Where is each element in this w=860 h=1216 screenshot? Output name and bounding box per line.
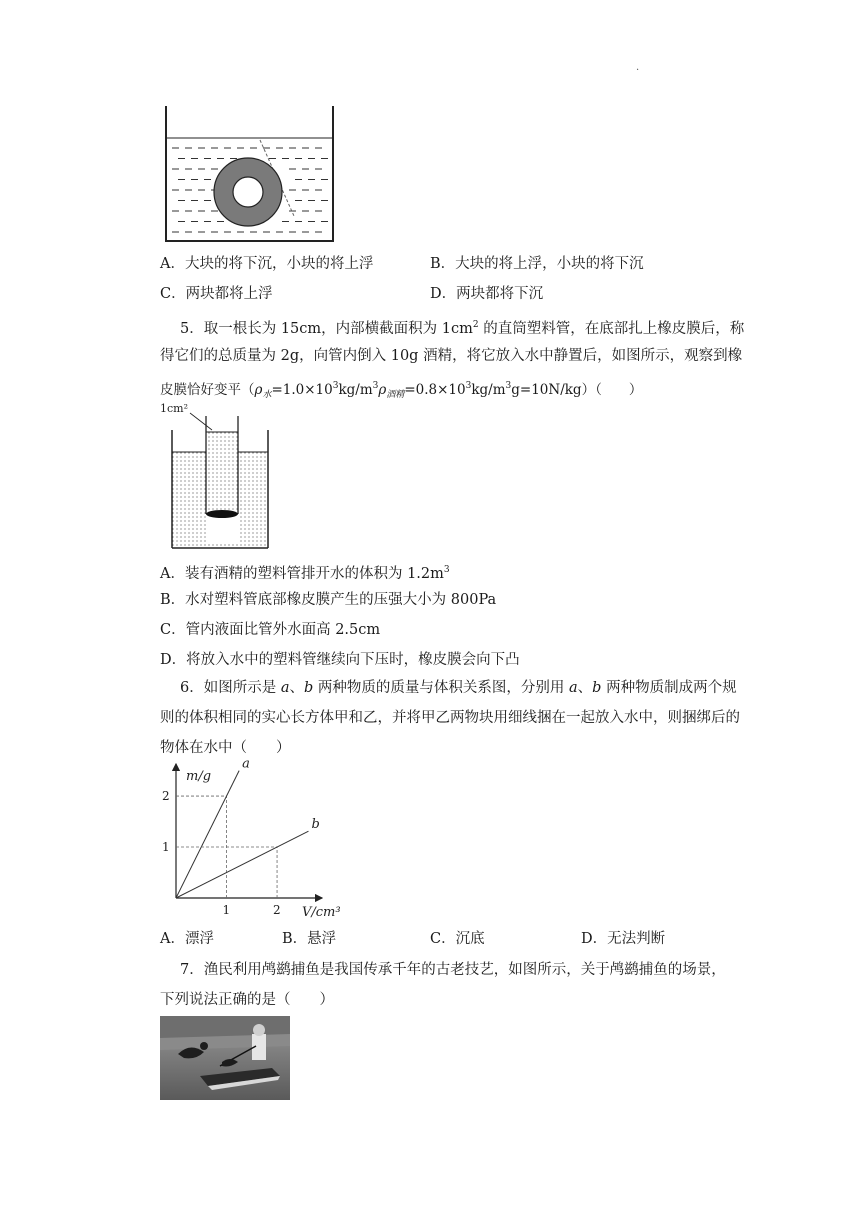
x-tick-label-1: 1 xyxy=(222,903,231,917)
y-tick-label-2: 2 xyxy=(162,789,170,804)
q5-stem-line-1: 5．取一根长为 15cm，内部横截面积为 $1cm^2$ 的直筒塑料管，在底部扎上橡皮膜后，称 xyxy=(180,320,745,337)
series-line-a xyxy=(176,771,239,898)
x-tick-label-2: 2 xyxy=(273,903,281,917)
q7-stem-line-1: 7．渔民利用鸬鹚捕鱼是我国传承千年的古老技艺，如图所示，关于鸬鹚捕鱼的场景， xyxy=(180,962,726,978)
q4-option-a: A．大块的将下沉，小块的将上浮 xyxy=(160,256,374,272)
q5-option-d: D．将放入水中的塑料管继续向下压时，橡皮膜会向下凸 xyxy=(160,652,520,668)
q6-option-d: D．无法判断 xyxy=(581,931,666,947)
q5-figure xyxy=(160,400,280,552)
q6-stem-line-1: 6．如图所示是 a、b 两种物质的质量与体积关系图，分别用 a、b 两种物质制成两个规 xyxy=(180,680,737,696)
q6-stem-line-3: 物体在水中（ ） xyxy=(160,740,291,756)
q5-option-c: C．管内液面比管外水面高 2.5cm xyxy=(160,622,381,638)
q5-option-a: A．装有酒精的塑料管排开水的体积为 $1.2m^3$ xyxy=(160,565,450,582)
series-line-b xyxy=(176,831,308,898)
corner-mark: . xyxy=(636,62,640,73)
series-label-a: a xyxy=(242,758,250,772)
q5-figure-label: 1cm² xyxy=(160,402,188,415)
q6-option-b: B．悬浮 xyxy=(282,931,337,947)
q7-stem-line-2: 下列说法正确的是（ ） xyxy=(160,992,334,1008)
q4-option-d: D．两块都将下沉 xyxy=(430,286,544,302)
q6-chart xyxy=(150,758,350,923)
q4-option-b: B．大块的将上浮，小块的将下沉 xyxy=(430,256,644,272)
q4-figure xyxy=(160,104,340,244)
q6-stem-line-2: 则的体积相同的实心长方体甲和乙，并将甲乙两物块用细线捆在一起放入水中，则捆绑后的 xyxy=(160,710,740,726)
q5-stem-line-2: 得它们的总质量为 2g，向管内倒入 10g 酒精，将它放入水中静置后，如图所示，观察到橡 xyxy=(160,348,743,364)
y-axis-label: m/g xyxy=(186,769,212,784)
q5-stem-line-3: 皮膜恰好变平$(\rho_水=1.0\times 10^3kg/m^3\rho_{酒精}=0.8\times 10^3kg/m^3g=10N/kg)$（ ） xyxy=(160,381,643,400)
q6-option-c: C．沉底 xyxy=(430,931,485,947)
q6-option-a: A．漂浮 xyxy=(160,931,214,947)
q4-option-c: C．两块都将上浮 xyxy=(160,286,273,302)
series-label-b: b xyxy=(311,817,320,833)
y-tick-label-1: 1 xyxy=(162,840,170,855)
x-axis-label: V/cm³ xyxy=(302,905,341,920)
q5-option-b: B．水对塑料管底部橡皮膜产生的压强大小为 800Pa xyxy=(160,592,497,608)
q7-photo xyxy=(160,1016,290,1100)
